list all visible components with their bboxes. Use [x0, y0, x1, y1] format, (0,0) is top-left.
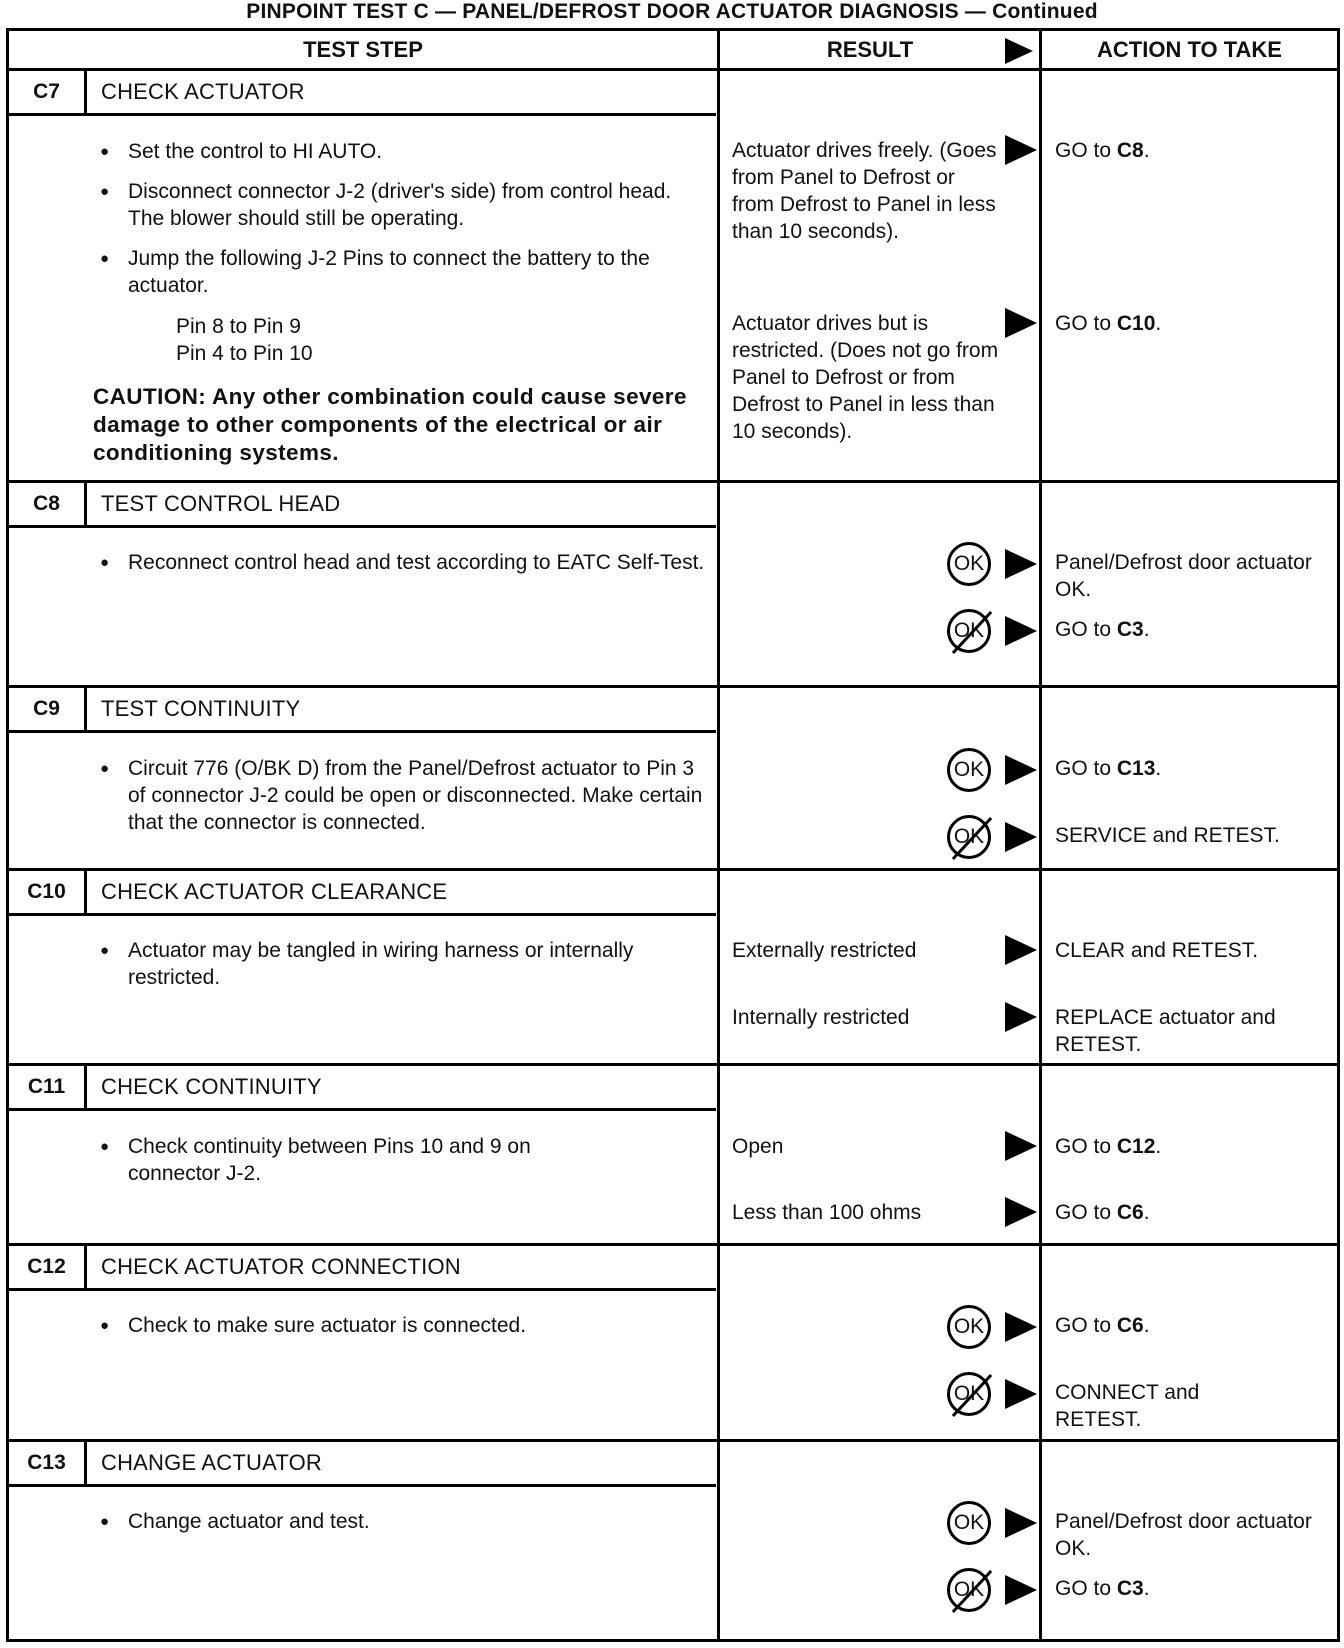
step-title: CHECK ACTUATOR: [101, 79, 305, 104]
header-result: RESULT: [826, 37, 914, 62]
step-header-c11: [9, 1066, 716, 1111]
result-arrow-icon: [1005, 616, 1037, 646]
instruction: ● Disconnect connector J-2 (driver's side) from control head. The blower should still be operating.: [100, 178, 710, 232]
result-arrow-icon: [1005, 308, 1037, 338]
step-header-c13: [9, 1442, 716, 1487]
header-test-step: TEST STEP: [303, 37, 423, 62]
page-title: PINPOINT TEST C — PANEL/DEFROST DOOR ACTUATOR DIAGNOSIS — Continued: [246, 0, 1098, 23]
action-text: REPLACE actuator and RETEST.: [1055, 1006, 1276, 1056]
step-header-c7: [9, 71, 716, 116]
column-divider: [1039, 31, 1042, 1639]
action-text: SERVICE and RETEST.: [1055, 824, 1280, 847]
result-text: Externally restricted: [732, 939, 917, 962]
header-action: ACTION TO TAKE: [1097, 37, 1282, 62]
instruction: ● Actuator may be tangled in wiring harness or internally restricted.: [100, 937, 670, 991]
step-id: C8: [9, 483, 87, 525]
step-title: CHANGE ACTUATOR: [101, 1450, 322, 1475]
instruction: ● Set the control to HI AUTO.: [100, 138, 710, 165]
instruction: ● Check continuity between Pins 10 and 9 on connector J-2.: [100, 1133, 620, 1187]
action-text: GO to C3.: [1055, 1577, 1150, 1600]
result-text: Actuator drives freely. (Goes from Panel to Defrost or from Defrost to Panel in less than 10 seconds).: [732, 139, 997, 243]
step-id: C13: [9, 1442, 87, 1484]
action-text: CONNECT and RETEST.: [1055, 1381, 1200, 1431]
result-arrow-icon: [1005, 1312, 1037, 1342]
caution-note: CAUTION: Any other combination could cause severe damage to other components of the electrical or air conditioning systems.: [93, 384, 687, 465]
step-header-c10: [9, 871, 716, 916]
step-header-c12: [9, 1246, 716, 1291]
result-arrow-icon: [1005, 935, 1037, 965]
instruction: ● Reconnect control head and test according to EATC Self-Test.: [100, 549, 710, 576]
instruction: ● Change actuator and test.: [100, 1508, 710, 1535]
not-ok-icon: OK: [947, 815, 991, 859]
action-text: GO to C12.: [1055, 1135, 1162, 1158]
instruction: ● Check to make sure actuator is connected.: [100, 1312, 710, 1339]
step-title: TEST CONTROL HEAD: [101, 491, 341, 516]
step-id: C12: [9, 1246, 87, 1288]
action-text: GO to C8.: [1055, 139, 1150, 162]
action-text: GO to C10.: [1055, 312, 1162, 335]
result-arrow-icon: [1005, 822, 1037, 852]
action-text: Panel/Defrost door actuator OK.: [1055, 551, 1312, 601]
result-text: Less than 100 ohms: [732, 1201, 922, 1224]
step-title: CHECK ACTUATOR CONNECTION: [101, 1254, 461, 1279]
instruction: ● Jump the following J-2 Pins to connect the battery to the actuator.: [100, 245, 710, 299]
step-id: C9: [9, 688, 87, 730]
action-text: GO to C3.: [1055, 618, 1150, 641]
action-text: Panel/Defrost door actuator OK.: [1055, 1510, 1312, 1560]
pin-jumper: Pin 8 to Pin 9: [176, 315, 301, 338]
step-header-c9: [9, 688, 716, 733]
ok-icon: OK: [947, 748, 991, 792]
not-ok-icon: OK: [947, 609, 991, 653]
step-id: C11: [9, 1066, 87, 1108]
action-text: CLEAR and RETEST.: [1055, 939, 1259, 962]
result-arrow-icon: [1005, 1131, 1037, 1161]
step-title: CHECK ACTUATOR CLEARANCE: [101, 879, 448, 904]
ok-icon: OK: [947, 1501, 991, 1545]
pin-jumper: Pin 4 to Pin 10: [176, 342, 313, 365]
result-arrow-icon: [1005, 1508, 1037, 1538]
result-arrow-icon: [1005, 1379, 1037, 1409]
result-arrow-icon: [1005, 1575, 1037, 1605]
result-arrow-icon: [1005, 1002, 1037, 1032]
not-ok-icon: OK: [947, 1568, 991, 1612]
action-text: GO to C6.: [1055, 1201, 1150, 1224]
result-text: Open: [732, 1135, 784, 1158]
result-text: Actuator drives but is restricted. (Does not go from Panel to Defrost or from Defrost to Panel in less than 10 seconds).: [732, 312, 999, 443]
step-header-c8: [9, 483, 716, 528]
ok-icon: OK: [947, 1305, 991, 1349]
result-arrow-icon: [1005, 549, 1037, 579]
result-arrow-icon: [1005, 135, 1037, 165]
step-id: C7: [9, 71, 87, 113]
column-divider: [717, 31, 720, 1639]
step-title: CHECK CONTINUITY: [101, 1074, 322, 1099]
instruction: ● Circuit 776 (O/BK D) from the Panel/Defrost actuator to Pin 3 of connector J-2 could be open or disconnected. Make certain that the connector is connected.: [100, 755, 712, 836]
result-text: Internally restricted: [732, 1006, 910, 1029]
ok-icon: OK: [947, 542, 991, 586]
diagnosis-table: [6, 28, 1340, 1642]
action-text: GO to C6.: [1055, 1314, 1150, 1337]
result-arrow-icon: [1005, 1197, 1037, 1227]
step-title: TEST CONTINUITY: [101, 696, 301, 721]
header-arrow-icon: [1005, 38, 1033, 64]
result-arrow-icon: [1005, 755, 1037, 785]
action-text: GO to C13.: [1055, 757, 1162, 780]
not-ok-icon: OK: [947, 1372, 991, 1416]
step-id: C10: [9, 871, 87, 913]
